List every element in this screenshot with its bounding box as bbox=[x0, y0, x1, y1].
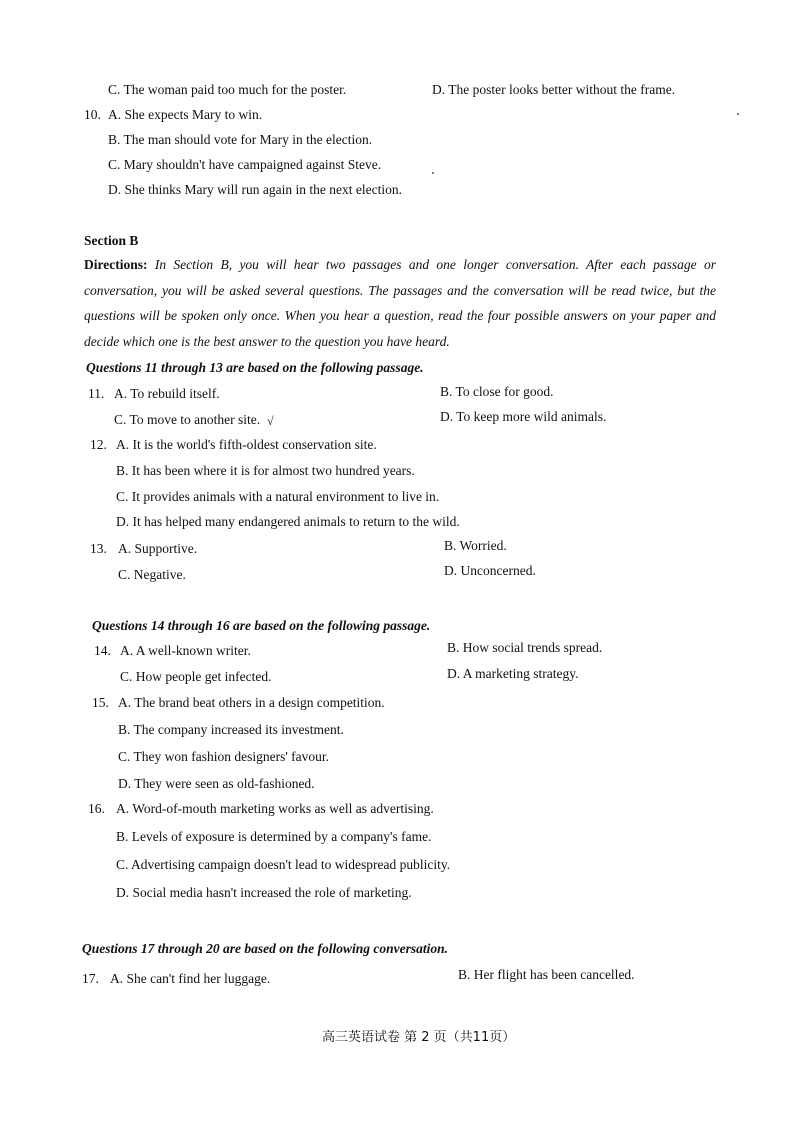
q17-option-b: B. Her flight has been cancelled. bbox=[458, 967, 635, 982]
directions-label: Directions: bbox=[84, 257, 148, 272]
q14-option-c: C. How people get infected. bbox=[120, 669, 272, 684]
q15-option-b: B. The company increased its investment. bbox=[118, 722, 344, 737]
q13-option-c: C. Negative. bbox=[118, 567, 186, 582]
section-b-directions bbox=[84, 252, 716, 354]
q10-option-d: D. She thinks Mary will run again in the next election. bbox=[108, 182, 402, 197]
q13-option-a: A. Supportive. bbox=[118, 541, 198, 556]
group-11-13-heading: Questions 11 through 13 are based on the following passage. bbox=[86, 360, 424, 375]
q14-option-d: D. A marketing strategy. bbox=[447, 666, 579, 681]
q14-option-a: A. A well-known writer. bbox=[120, 643, 251, 658]
q13-option-d: D. Unconcerned. bbox=[444, 563, 536, 578]
q12-option-b: B. It has been where it is for almost two hundred years. bbox=[116, 463, 415, 478]
page-footer: 高三英语试卷 第 2 页（共11页） bbox=[322, 1030, 516, 1045]
q12-option-d: D. It has helped many endangered animals to return to the wild. bbox=[116, 514, 460, 529]
handwritten-check-mark: √ bbox=[267, 414, 274, 428]
q12-option-a: A. It is the world's fifth-oldest conservation site. bbox=[116, 437, 377, 452]
q9-option-c: C. The woman paid too much for the poster. bbox=[108, 82, 347, 97]
scan-speck bbox=[432, 172, 434, 174]
q15-option-c: C. They won fashion designers' favour. bbox=[118, 749, 330, 764]
q13-option-b: B. Worried. bbox=[444, 538, 507, 553]
q15-number: 15. bbox=[92, 695, 109, 710]
q10-option-c: C. Mary shouldn't have campaigned against Steve. bbox=[108, 157, 382, 172]
q11-option-b: B. To close for good. bbox=[440, 384, 554, 399]
q11-option-a: A. To rebuild itself. bbox=[114, 386, 220, 401]
q15-option-d: D. They were seen as old-fashioned. bbox=[118, 776, 315, 791]
q16-number: 16. bbox=[88, 801, 105, 816]
q14-option-b: B. How social trends spread. bbox=[447, 640, 603, 655]
scan-speck bbox=[737, 113, 739, 115]
q15-option-a: A. The brand beat others in a design competition. bbox=[118, 695, 385, 710]
q16-option-a: A. Word-of-mouth marketing works as well as advertising. bbox=[116, 801, 434, 816]
q16-option-d: D. Social media hasn't increased the role of marketing. bbox=[116, 885, 412, 900]
q10-option-a: A. She expects Mary to win. bbox=[108, 107, 263, 122]
group-14-16-heading: Questions 14 through 16 are based on the following passage. bbox=[92, 618, 431, 633]
q17-option-a: A. She can't find her luggage. bbox=[110, 971, 271, 986]
q17-number: 17. bbox=[82, 971, 99, 986]
q12-option-c: C. It provides animals with a natural environment to live in. bbox=[116, 489, 440, 504]
q10-number: 10. bbox=[84, 107, 101, 122]
q13-number: 13. bbox=[90, 541, 107, 556]
q11-number: 11. bbox=[88, 386, 105, 401]
q12-number: 12. bbox=[90, 437, 107, 452]
q10-option-b: B. The man should vote for Mary in the election. bbox=[108, 132, 373, 147]
directions-text: In Section B, you will hear two passages and one longer conversation. After each passage or conversation, you will be asked several questions. The passages and the conversation will be read twice, but the questions will be spoken only once. When you hear a question, read the four possible answers on your paper and decide which one is the best answer to the question you have heard. bbox=[84, 257, 716, 349]
group-17-20-heading: Questions 17 through 20 are based on the following conversation. bbox=[82, 941, 449, 956]
q11-option-c: C. To move to another site. bbox=[114, 412, 261, 427]
q16-option-b: B. Levels of exposure is determined by a company's fame. bbox=[116, 829, 432, 844]
q16-option-c: C. Advertising campaign doesn't lead to widespread publicity. bbox=[116, 857, 451, 872]
section-b-title: Section B bbox=[84, 233, 139, 248]
q11-option-d: D. To keep more wild animals. bbox=[440, 409, 607, 424]
q14-number: 14. bbox=[94, 643, 111, 658]
q9-option-d: D. The poster looks better without the frame. bbox=[432, 82, 676, 97]
